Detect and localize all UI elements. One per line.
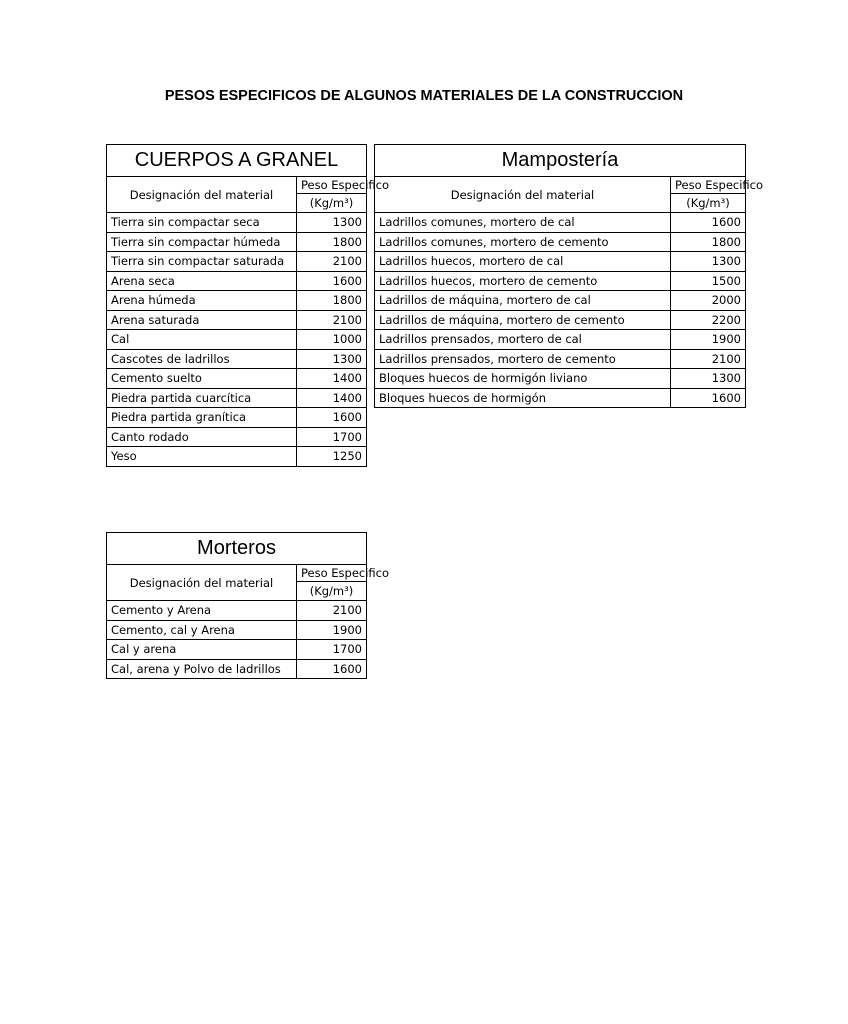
column-header-peso: Peso Especifico (297, 565, 367, 582)
material-name: Ladrillos de máquina, mortero de cal (375, 291, 671, 311)
table-row (375, 349, 746, 369)
morteros-table (106, 532, 390, 679)
table-row (107, 659, 367, 679)
material-weight: 1600 (297, 408, 367, 428)
table-row (107, 388, 367, 408)
table-caption: Morteros (107, 533, 367, 565)
mamposteria-table (374, 144, 764, 408)
material-weight: 2000 (671, 291, 746, 311)
material-name: Cascotes de ladrillos (107, 349, 297, 369)
table-row (107, 427, 367, 447)
material-weight: 1300 (297, 213, 367, 233)
material-name: Cal (107, 330, 297, 350)
table-row (375, 232, 746, 252)
column-header-unit: (Kg/m³) (297, 582, 367, 601)
material-name: Ladrillos prensados, mortero de cal (375, 330, 671, 350)
material-name: Ladrillos prensados, mortero de cemento (375, 349, 671, 369)
table-row (107, 447, 367, 467)
material-name: Piedra partida granítica (107, 408, 297, 428)
material-weight: 1300 (297, 349, 367, 369)
table-row (107, 213, 367, 233)
material-weight: 2200 (671, 310, 746, 330)
material-weight: 2100 (297, 252, 367, 272)
material-weight: 1300 (671, 369, 746, 389)
material-name: Tierra sin compactar húmeda (107, 232, 297, 252)
material-weight: 1700 (297, 427, 367, 447)
table-row (107, 601, 367, 621)
table-row (107, 291, 367, 311)
table-row (107, 330, 367, 350)
table-row (375, 213, 746, 233)
table-row (375, 252, 746, 272)
material-name: Cemento y Arena (107, 601, 297, 621)
material-name: Piedra partida cuarcítica (107, 388, 297, 408)
material-name: Bloques huecos de hormigón liviano (375, 369, 671, 389)
material-weight: 2100 (297, 601, 367, 621)
material-weight: 1800 (297, 232, 367, 252)
material-weight: 1500 (671, 271, 746, 291)
material-name: Cal, arena y Polvo de ladrillos (107, 659, 297, 679)
granel-table (106, 144, 390, 467)
material-weight: 1300 (671, 252, 746, 272)
material-name: Cal y arena (107, 640, 297, 660)
table-row (375, 388, 746, 408)
column-header-material: Designación del material (375, 177, 671, 213)
material-name: Ladrillos huecos, mortero de cal (375, 252, 671, 272)
material-name: Tierra sin compactar saturada (107, 252, 297, 272)
table-caption: Mampostería (375, 145, 746, 177)
material-weight: 1000 (297, 330, 367, 350)
table-row (107, 252, 367, 272)
column-header-peso: Peso Especifico (297, 177, 367, 194)
material-name: Yeso (107, 447, 297, 467)
material-weight: 1600 (671, 388, 746, 408)
material-weight: 1250 (297, 447, 367, 467)
column-header-unit: (Kg/m³) (671, 194, 746, 213)
material-name: Arena húmeda (107, 291, 297, 311)
material-name: Ladrillos comunes, mortero de cemento (375, 232, 671, 252)
material-weight: 1600 (671, 213, 746, 233)
material-name: Ladrillos de máquina, mortero de cemento (375, 310, 671, 330)
table-row (375, 369, 746, 389)
table-caption: CUERPOS A GRANEL (107, 145, 367, 177)
material-name: Cemento, cal y Arena (107, 620, 297, 640)
table-row (107, 408, 367, 428)
column-header-unit: (Kg/m³) (297, 194, 367, 213)
material-weight: 2100 (671, 349, 746, 369)
material-weight: 1900 (671, 330, 746, 350)
table-row (375, 310, 746, 330)
material-name: Bloques huecos de hormigón (375, 388, 671, 408)
material-weight: 1800 (297, 291, 367, 311)
column-header-material: Designación del material (107, 177, 297, 213)
table-row (107, 620, 367, 640)
page-title: PESOS ESPECIFICOS DE ALGUNOS MATERIALES DE LA CONSTRUCCION (164, 88, 684, 104)
material-name: Arena saturada (107, 310, 297, 330)
material-weight: 1600 (297, 271, 367, 291)
material-weight: 1400 (297, 388, 367, 408)
material-name: Ladrillos huecos, mortero de cemento (375, 271, 671, 291)
table-row (107, 232, 367, 252)
material-weight: 1700 (297, 640, 367, 660)
material-name: Ladrillos comunes, mortero de cal (375, 213, 671, 233)
column-header-material: Designación del material (107, 565, 297, 601)
material-weight: 1600 (297, 659, 367, 679)
table-row (375, 291, 746, 311)
table-row (107, 271, 367, 291)
material-name: Cemento suelto (107, 369, 297, 389)
material-name: Arena seca (107, 271, 297, 291)
table-row (107, 349, 367, 369)
column-header-peso: Peso Especifico (671, 177, 746, 194)
material-name: Canto rodado (107, 427, 297, 447)
table-row (375, 271, 746, 291)
material-name: Tierra sin compactar seca (107, 213, 297, 233)
table-row (107, 310, 367, 330)
material-weight: 1800 (671, 232, 746, 252)
table-row (107, 369, 367, 389)
material-weight: 1900 (297, 620, 367, 640)
material-weight: 1400 (297, 369, 367, 389)
table-row (375, 330, 746, 350)
material-weight: 2100 (297, 310, 367, 330)
table-row (107, 640, 367, 660)
